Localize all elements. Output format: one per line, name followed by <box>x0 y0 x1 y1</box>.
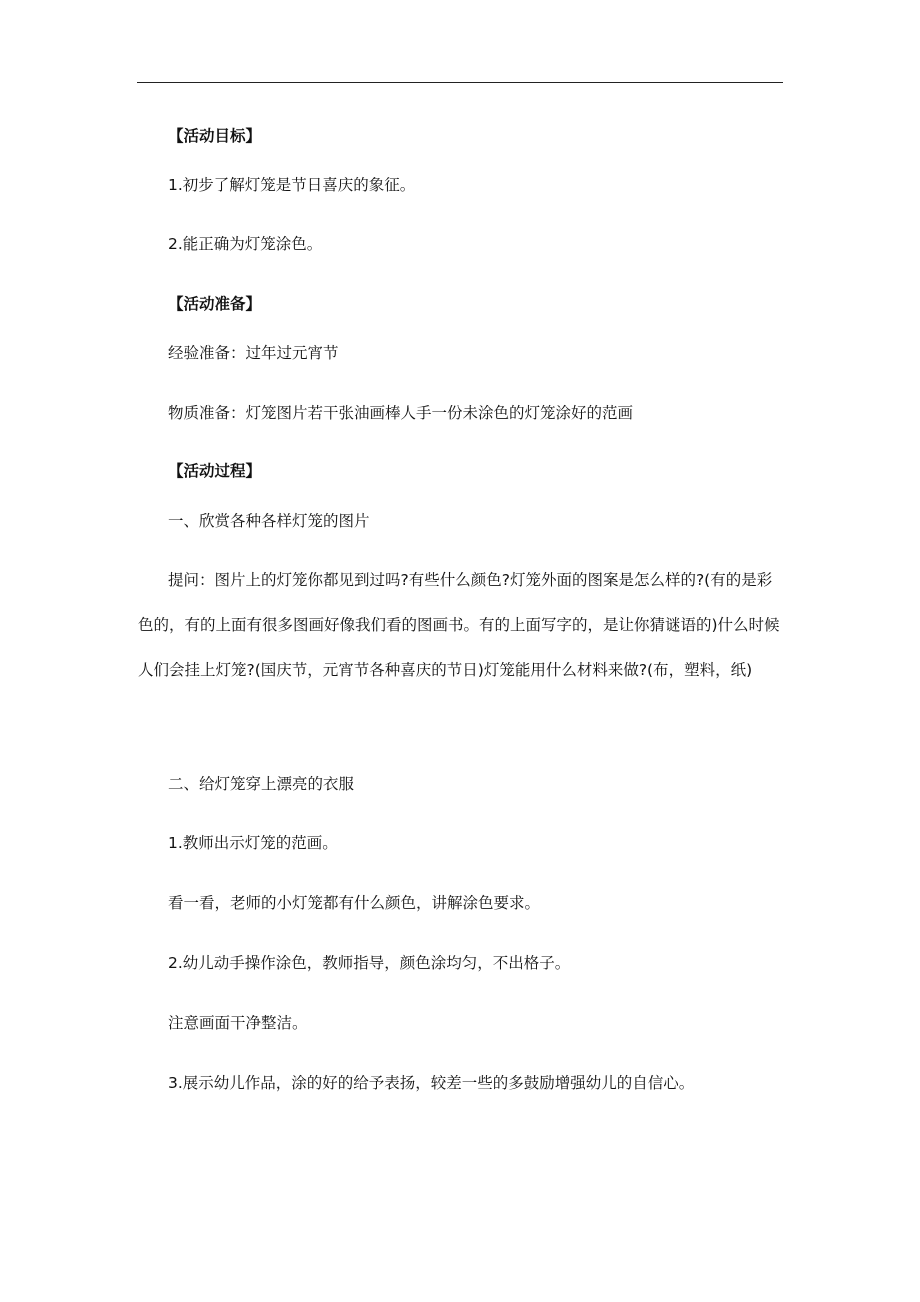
goal-item-2: 2.能正确为灯笼涂色。 <box>168 235 323 253</box>
step-two-item-1-detail: 看一看，老师的小灯笼都有什么颜色，讲解涂色要求。 <box>168 894 541 912</box>
step-one-question: 提问：图片上的灯笼你都见到过吗?有些什么颜色?灯笼外面的图案是怎么样的?(有的是彩色的，有的上面有很多图画好像我们看的图画书。有的上面写字的，是让你猜谜语的)什么时候人们会挂上灯笼?(国庆节，元宵节各种喜庆的节日)灯笼能用什么材料来做?(布，塑料，纸) <box>138 571 780 679</box>
step-two-item-2-detail: 注意画面干净整洁。 <box>168 1014 308 1032</box>
prep-material: 物质准备：灯笼图片若干张油画棒人手一份未涂色的灯笼涂好的范画 <box>168 404 634 422</box>
step-two-title: 二、给灯笼穿上漂亮的衣服 <box>168 775 355 793</box>
goal-heading: 【活动目标】 <box>168 127 262 145</box>
step-one-title: 一、欣赏各种各样灯笼的图片 <box>168 512 370 530</box>
step-two-item-1: 1.教师出示灯笼的范画。 <box>168 834 338 852</box>
step-two-item-3: 3.展示幼儿作品，涂的好的给予表扬，较差一些的多鼓励增强幼儿的自信心。 <box>168 1074 695 1092</box>
prep-experience: 经验准备：过年过元宵节 <box>168 344 339 362</box>
step-two-item-2: 2.幼儿动手操作涂色，教师指导，颜色涂均匀，不出格子。 <box>168 954 571 972</box>
prep-heading: 【活动准备】 <box>168 295 262 313</box>
header-rule <box>137 82 783 83</box>
process-heading: 【活动过程】 <box>168 462 262 480</box>
goal-item-1: 1.初步了解灯笼是节日喜庆的象征。 <box>168 176 416 194</box>
